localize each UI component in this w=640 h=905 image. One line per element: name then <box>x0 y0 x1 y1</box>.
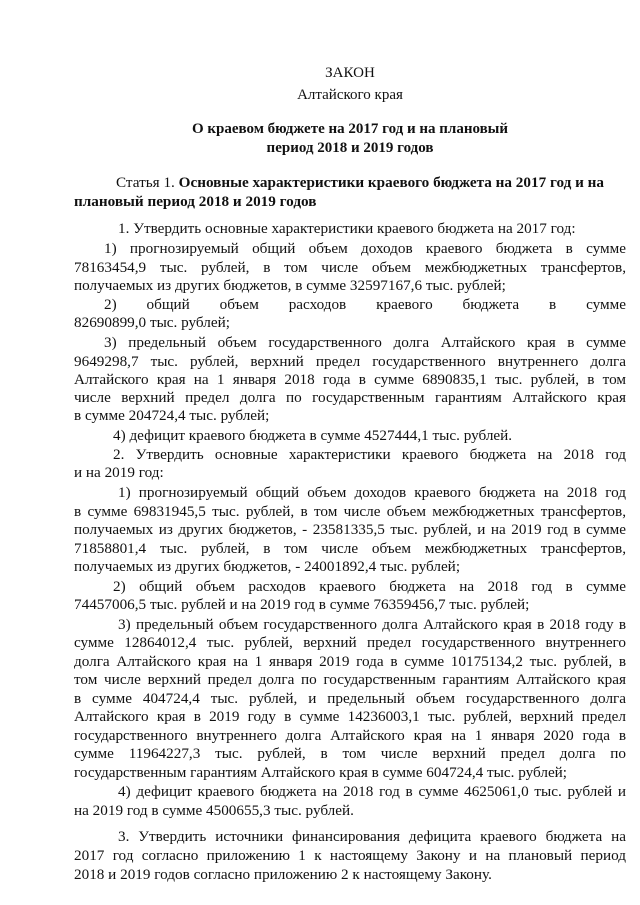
text-line: числе верхний предел долга по государственным гарантиям Алтайского края <box>74 389 626 406</box>
text-line: Алтайского края на 1 января 2018 года в сумме 6890835,1 тыс. рублей, в том <box>74 371 626 388</box>
article-heading-line-2: плановый период 2018 и 2019 годов <box>74 193 317 210</box>
text-line: 74457006,5 тыс. рублей и на 2019 год в сумме 76359456,7 тыс. рублей; <box>74 596 530 613</box>
text-line: в сумме 204724,4 тыс. рублей; <box>74 407 270 424</box>
text-line: на 2019 год в сумме 4500655,3 тыс. рублей. <box>74 802 354 819</box>
text-line: 2) общий объем расходов краевого бюджета на 2018 год в сумме <box>113 578 626 595</box>
text-line: 1. Утвердить основные характеристики краевого бюджета на 2017 год: <box>118 220 576 237</box>
text-line: получаемых из других бюджетов, - 23581335,5 тыс. рублей, и на 2019 год в сумме <box>74 521 626 538</box>
text-line: 3. Утвердить источники финансирования дефицита краевого бюджета на <box>118 828 626 845</box>
text-line: сумме 12864012,4 тыс. рублей, верхний предел государственного внутреннего <box>74 634 626 651</box>
text-line: в сумме 69831945,5 тыс. рублей, в том числе объем межбюджетных трансфертов, <box>74 503 626 520</box>
text-line: сумме 11964227,3 тыс. рублей, в том числе верхний предел долга по <box>74 745 626 762</box>
text-line: получаемых из других бюджетов, - 24001892,4 тыс. рублей; <box>74 558 461 575</box>
text-line: Алтайского края в 2019 году в сумме 14236003,1 тыс. рублей, верхний предел <box>74 708 626 725</box>
text-line: 9649298,7 тыс. рублей, верхний предел государственного внутреннего долга <box>74 353 626 370</box>
region-heading: Алтайского края <box>297 87 403 103</box>
text-line: и на 2019 год: <box>74 464 164 481</box>
text-line: государственного внутреннего долга Алтайского края на 1 января 2020 года в <box>74 727 626 744</box>
text-line: в сумме 404724,4 тыс. рублей, и предельный объем государственного долга <box>74 690 626 707</box>
text-line: 2018 и 2019 годов согласно приложению 2 к настоящему Закону. <box>74 866 492 883</box>
text-line: 2017 год согласно приложению 1 к настоящему Закону и на плановый период <box>74 847 626 864</box>
text-line: получаемых из других бюджетов, в сумме 32597167,6 тыс. рублей; <box>74 277 506 294</box>
text-line: 3) предельный объем государственного долга Алтайского края в сумме <box>104 334 626 351</box>
article-heading-line-1 <box>116 174 626 192</box>
text-line: 2. Утвердить основные характеристики краевого бюджета на 2018 год <box>113 446 626 463</box>
text-line: 78163454,9 тыс. рублей, в том числе объем межбюджетных трансфертов, <box>74 259 626 276</box>
text-line: долга Алтайского края на 1 января 2019 года в сумме 10175134,2 тыс. рублей, в <box>74 653 626 670</box>
article-title-text: Основные характеристики краевого бюджета на 2017 год и на <box>178 174 605 191</box>
text-line: 1) прогнозируемый общий объем доходов краевого бюджета на 2018 год <box>118 484 626 501</box>
text-line: государственным гарантиям Алтайского края в сумме 604724,4 тыс. рублей; <box>74 764 568 781</box>
text-line: 4) дефицит краевого бюджета на 2018 год в сумме 4625061,0 тыс. рублей и <box>118 783 626 800</box>
law-title-line-2: период 2018 и 2019 годов <box>266 140 434 156</box>
text-line: 82690899,0 тыс. рублей; <box>74 314 230 331</box>
text-line: 1) прогнозируемый общий объем доходов краевого бюджета в сумме <box>104 240 626 257</box>
text-line: том числе верхний предел долга по государственным гарантиям Алтайского края <box>74 671 626 688</box>
doc-type-heading: ЗАКОН <box>325 65 375 81</box>
article-label: Статья 1. <box>116 174 175 191</box>
text-line: 4) дефицит краевого бюджета в сумме 4527444,1 тыс. рублей. <box>113 427 513 444</box>
text-line: 71858801,4 тыс. рублей, в том числе объем межбюджетных трансфертов, <box>74 540 626 557</box>
text-line: 2) общий объем расходов краевого бюджета в сумме <box>104 296 626 313</box>
law-title-line-1: О краевом бюджете на 2017 год и на плановый <box>191 121 509 137</box>
text-line: 3) предельный объем государственного долга Алтайского края в 2018 году в <box>118 616 626 633</box>
